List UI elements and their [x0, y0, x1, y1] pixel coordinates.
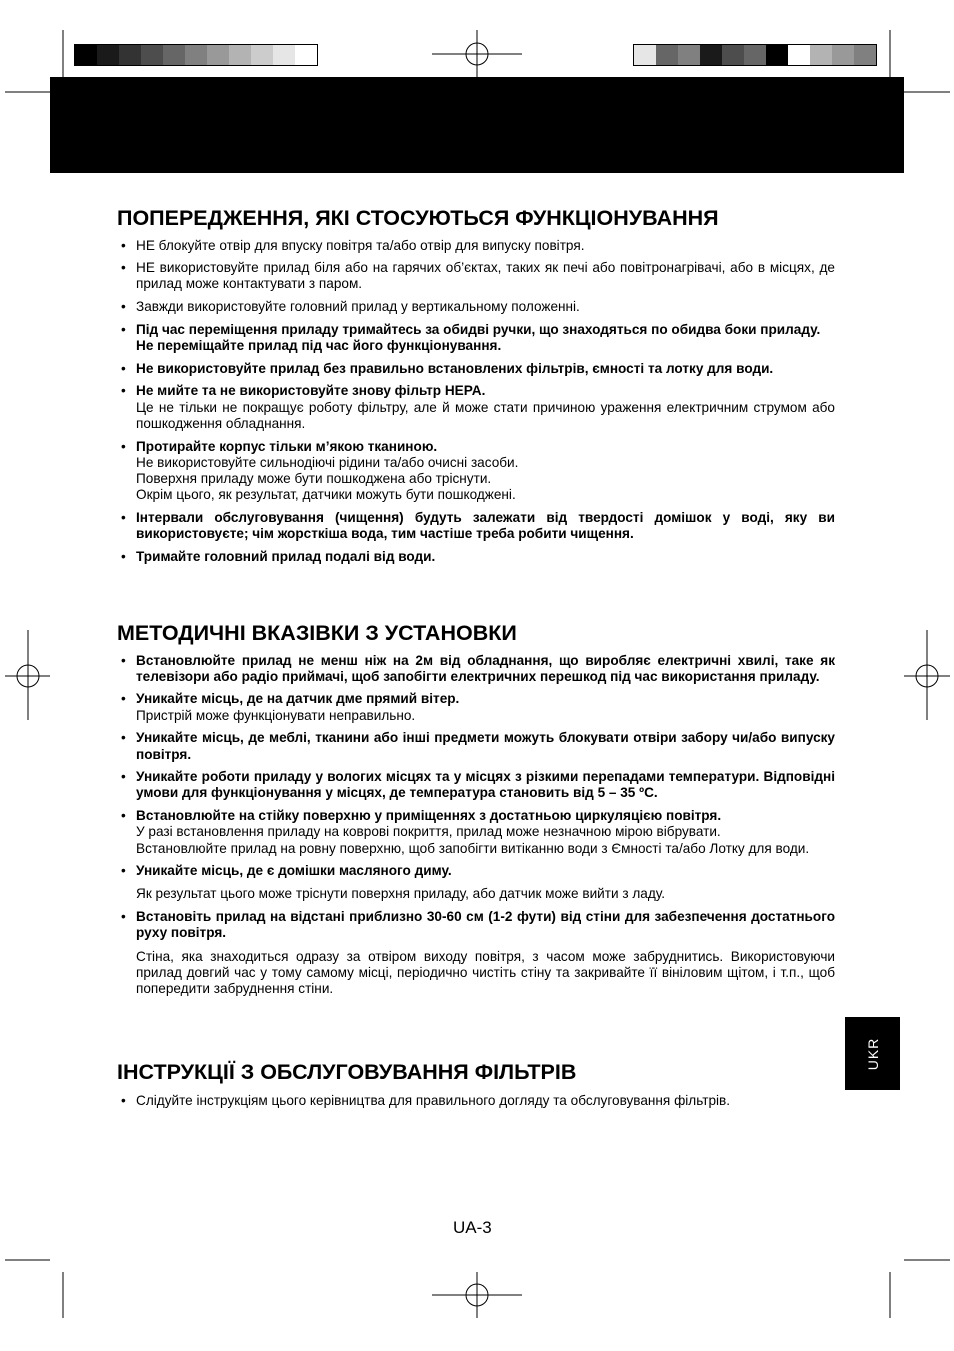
color-swatch [97, 45, 119, 65]
bold-text: Не переміщайте прилад під час його функціонування. [136, 338, 502, 354]
body-text: • НЕ блокуйте отвір для впуску повітря та/або отвір для випуску повітря. [136, 237, 585, 253]
color-swatch [75, 45, 97, 65]
list-item [117, 238, 835, 254]
list-item [117, 863, 835, 902]
bullet-list [117, 1093, 835, 1109]
color-swatch [634, 45, 656, 65]
body-text: Встановлюйте прилад на ровну поверхню, щоб запобігти витіканню води з Ємності та/або Лотку для води. [136, 840, 810, 856]
body-text: • НЕ використовуйте прилад біля або на гарячих об’єктах, таких як печі або повітронагрівачі, або в місцях, де прилад може контактувати з паром. [136, 260, 835, 292]
color-swatch [207, 45, 229, 65]
bold-text: • Інтервали обслуговування (чищення) будуть залежати від твердості домішок у воді, яку ви використовуєте; чім жорсткіша вода, тим частіше треба робити чищення. [136, 509, 835, 542]
color-swatch [251, 45, 273, 65]
bold-text: • Уникайте роботи приладу у вологих місцях та у місцях з різкими перепадами температури. Відповідні умови для функціонування у місцях, де температура становить від 5 – 35 ºC. [136, 769, 835, 801]
color-swatch [678, 45, 700, 65]
list-item [117, 260, 835, 292]
color-swatch [744, 45, 766, 65]
language-tab-label: UKR [864, 1037, 881, 1070]
body-text: Це не тільки не покращує роботу фільтру, але й може стати причиною ураження електричним струмом або пошкодження обладнання. [136, 399, 835, 431]
note-text: Як результат цього може тріснути поверхня приладу, або датчик може вийти з ладу. [136, 886, 666, 902]
color-swatch [141, 45, 163, 65]
section-operation-warnings [117, 205, 835, 565]
list-item [117, 769, 835, 801]
bold-text: • Встановлюйте прилад не менш ніж на 2м від обладнання, що виробляє електричні хвилі, таке як телевізори або радіо приймачі, щоб запобігти електричних перешкод під час використання приладу. [136, 652, 835, 684]
bold-text: • Під час переміщення приладу тримайтесь за обидві ручки, що знаходяться по обидва боки приладу. [136, 321, 821, 337]
list-item [117, 730, 835, 762]
note-text: Стіна, яка знаходиться одразу за отвіром виходу повітря, з часом може забруднитись. Використовуючи прилад довгий час у тому самому місці, періодично чистіть стіну та закривайте її вініловим щітом, і т.п., щоб попередити забруднення стіни. [136, 948, 835, 996]
body-text: Поверхня приладу може бути пошкоджена або тріснути. [136, 470, 492, 486]
bold-text: • Уникайте місць, де меблі, тканини або інші предмети можуть блокувати отвіри забору чи/або випуску повітря. [136, 730, 835, 762]
color-swatch [295, 45, 317, 65]
bold-text: • Уникайте місць, де на датчик дме прямий вітер. [136, 691, 460, 707]
body-text: Пристрій може функціонувати неправильно. [136, 707, 416, 723]
list-item [117, 549, 835, 565]
bold-text: • Встановіть прилад на відстані приблизно 30-60 см (1-2 фути) від стіни для забезпечення достатнього руху повітря. [136, 909, 835, 941]
body-text: У разі встановлення приладу на коврові покриття, прилад може незначною мірою вібрувати. [136, 824, 721, 840]
list-item [117, 909, 835, 997]
color-swatch [273, 45, 295, 65]
list-item [117, 510, 835, 542]
body-text: Не використовуйте сильнодіючі рідини та/або очисні засоби. [136, 454, 519, 470]
bold-text: • Не мийте та не використовуйте знову фільтр HEPA. [136, 383, 486, 399]
color-swatch [185, 45, 207, 65]
section-title: ІНСТРУКЦІЇ З ОБСЛУГОВУВАННЯ ФІЛЬТРІВ [117, 1060, 577, 1084]
bold-text: • Встановлюйте на стійку поверхню у приміщеннях з достатньою циркуляцією повітря. [136, 808, 722, 824]
list-item [117, 322, 835, 354]
list-item [117, 653, 835, 685]
section-title: МЕТОДИЧНІ ВКАЗІВКИ З УСТАНОВКИ [117, 621, 517, 645]
body-text: • Завжди використовуйте головний прилад у вертикальному положенні. [136, 299, 580, 315]
list-item [117, 1093, 835, 1109]
body-text: • Слідуйте інструкціям цього керівництва для правильного догляду та обслуговування фільтрів. [136, 1093, 731, 1108]
bold-text: • Протирайте корпус тільки м’якою тканиною. [136, 438, 438, 454]
body-text: Окрім цього, як результат, датчики можуть бути пошкоджені. [136, 487, 516, 503]
left-calibration-bar [74, 44, 318, 66]
list-item [117, 299, 835, 315]
color-swatch [163, 45, 185, 65]
page-number: UA-3 [453, 1218, 492, 1237]
color-swatch [810, 45, 832, 65]
color-swatch [788, 45, 810, 65]
header-band [50, 77, 904, 173]
bullet-list [117, 238, 835, 565]
color-swatch [722, 45, 744, 65]
list-item [117, 808, 835, 857]
section-filter-maintenance [117, 1059, 835, 1109]
language-tab [845, 1017, 900, 1090]
color-swatch [700, 45, 722, 65]
bold-text: • Уникайте місць, де є домішки масляного диму. [136, 863, 452, 879]
color-swatch [854, 45, 876, 65]
bold-text: • Не використовуйте прилад без правильно встановлених фільтрів, ємності та лотку для води. [136, 360, 774, 376]
list-item [117, 383, 835, 432]
color-swatch [832, 45, 854, 65]
section-title: ПОПЕРЕДЖЕННЯ, ЯКІ СТОСУЮТЬСЯ ФУНКЦІОНУВАННЯ [117, 206, 719, 230]
color-swatch [119, 45, 141, 65]
list-item [117, 439, 835, 504]
color-swatch [656, 45, 678, 65]
color-swatch [229, 45, 251, 65]
list-item [117, 361, 835, 377]
bold-text: • Тримайте головний прилад подалі від води. [136, 548, 436, 564]
section-installation-guidelines [117, 620, 835, 997]
list-item [117, 691, 835, 723]
right-calibration-bar [633, 44, 877, 66]
bullet-list [117, 653, 835, 998]
color-swatch [766, 45, 788, 65]
